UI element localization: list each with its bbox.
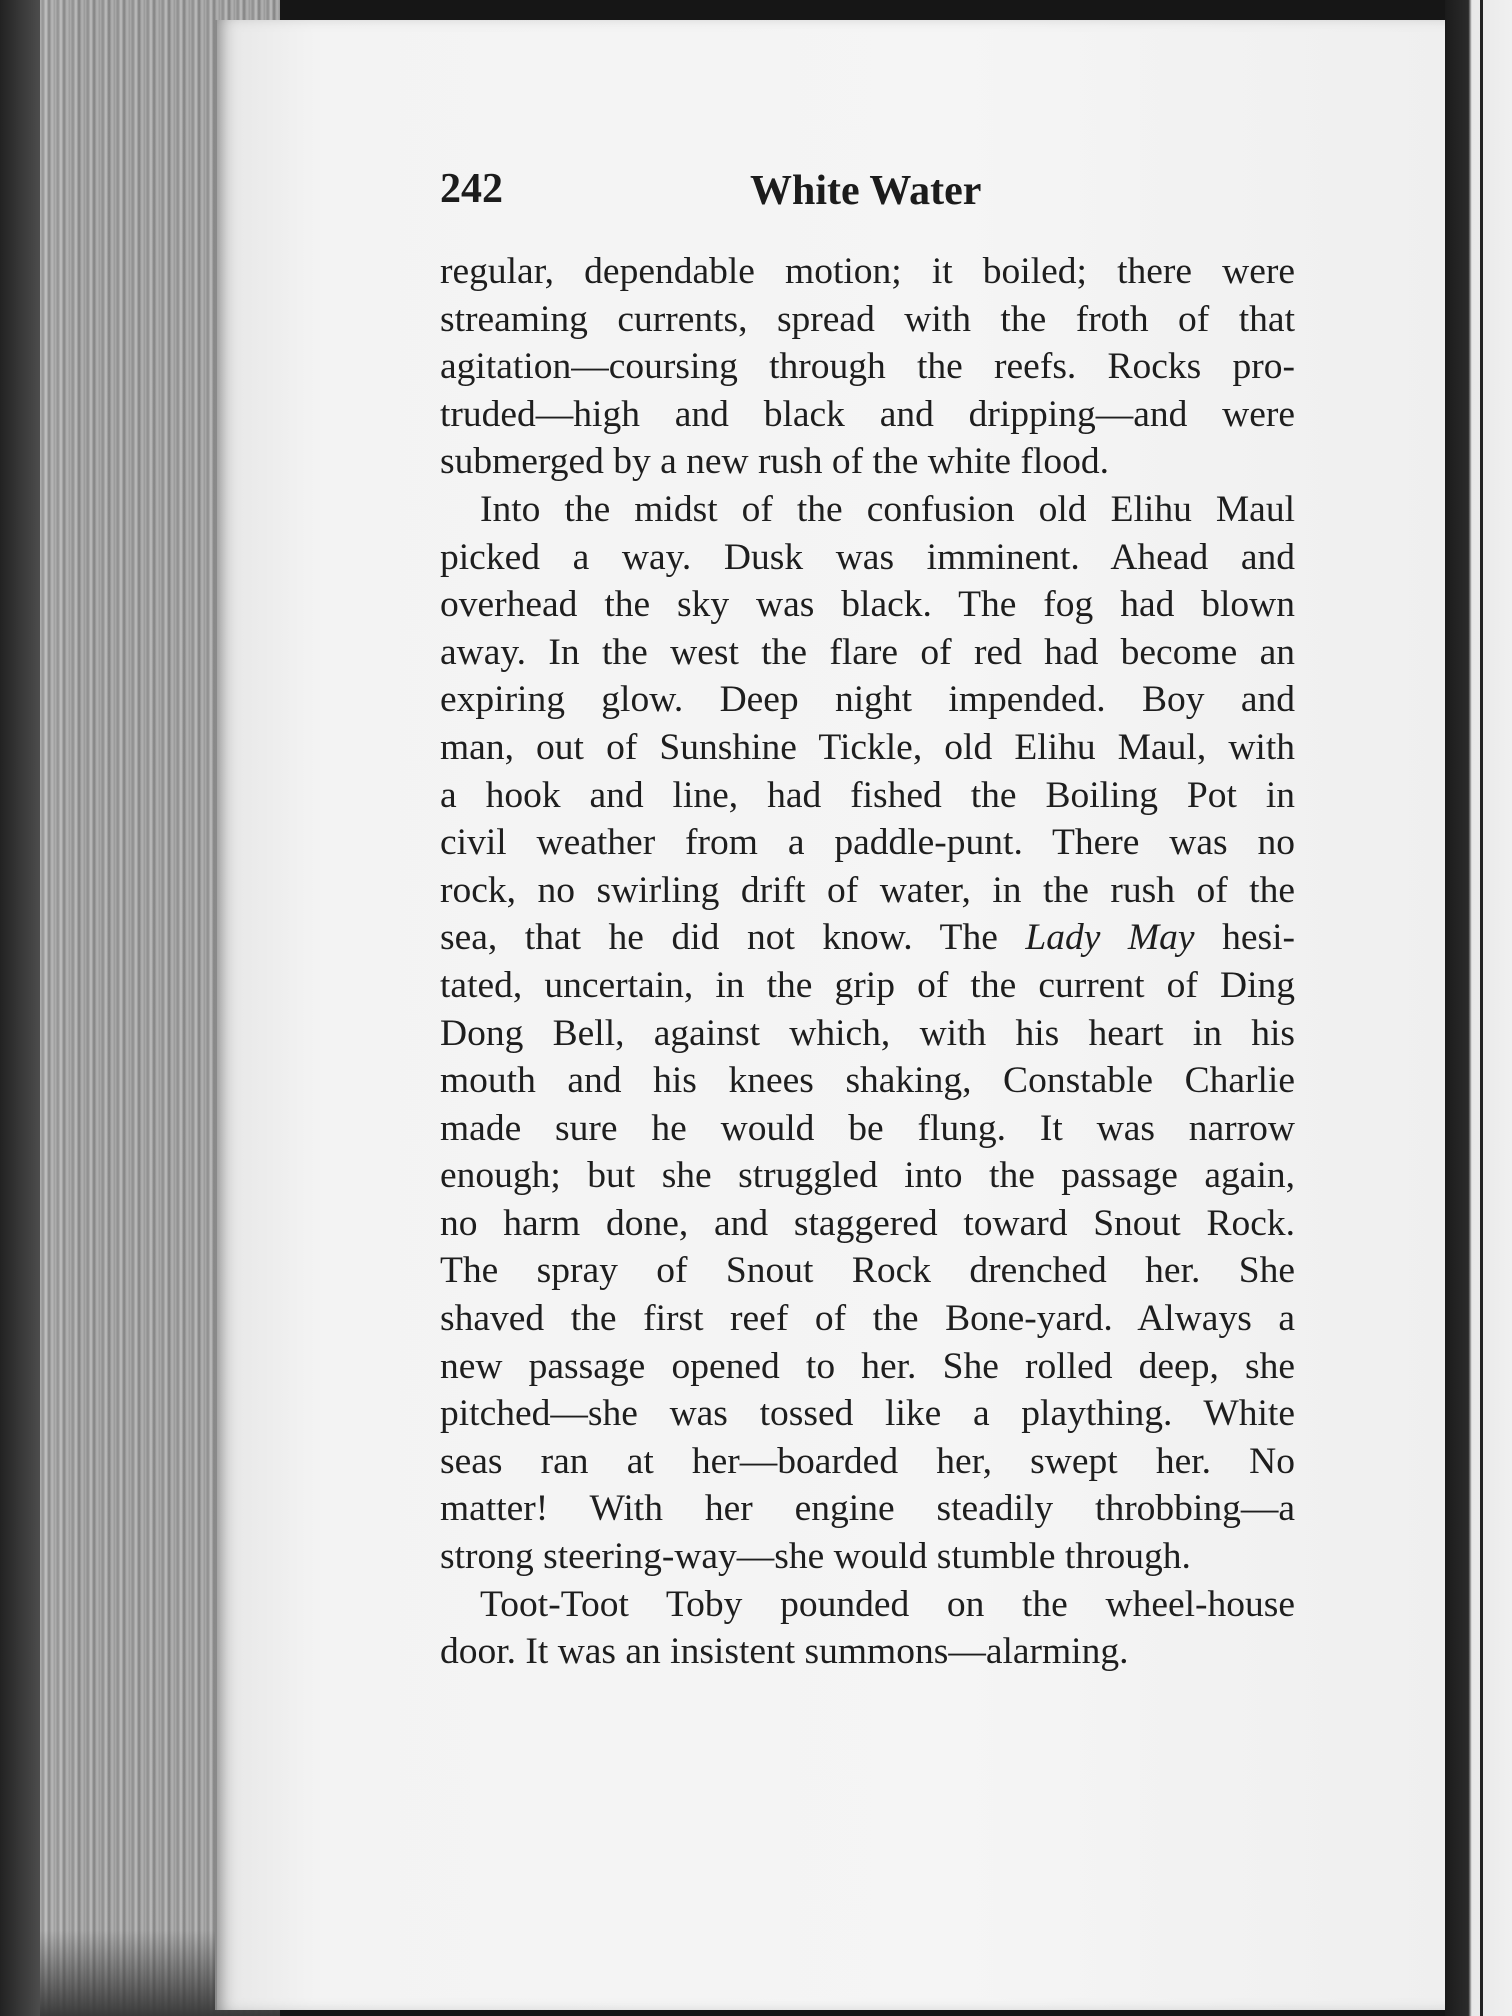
text-line: enough; but she struggled into the passage again, <box>440 1155 1295 1197</box>
text-line: strong steering-way—she would stumble through. <box>440 1536 1191 1578</box>
text-line: made sure he would be flung. It was narrow <box>440 1107 1295 1149</box>
text-line: tated, uncertain, in the grip of the current of Ding <box>440 964 1295 1006</box>
text-line: man, out of Sunshine Tickle, old Elihu Maul, with <box>440 726 1295 768</box>
text-line: matter! With her engine steadily throbbing—a <box>440 1488 1295 1530</box>
text-segment: hesi- <box>1222 917 1296 959</box>
text-line: seas ran at her—boarded her, swept her. No <box>440 1440 1295 1482</box>
text-line: away. In the west the flare of red had become an <box>440 631 1295 673</box>
text-line: rock, no swirling drift of water, in the rush of the <box>440 869 1295 911</box>
text-line: a hook and line, had fished the Boiling Pot in <box>440 774 1295 816</box>
text-line: Toot-Toot Toby pounded on the wheel-house <box>480 1583 1295 1625</box>
facing-page-edge <box>1445 0 1512 2016</box>
text-line: expiring glow. Deep night impended. Boy and <box>440 679 1295 721</box>
running-head <box>440 165 1300 215</box>
text-line: overhead the sky was black. The fog had blown <box>440 584 1295 626</box>
running-title: White Water <box>750 168 982 214</box>
text-line: picked a way. Dusk was imminent. Ahead and <box>440 536 1295 578</box>
text-line: Dong Bell, against which, with his heart in his <box>440 1012 1295 1054</box>
facing-page-gutter-line <box>1480 0 1483 2016</box>
text-segment: sea, that he did not know. The <box>440 917 998 959</box>
text-line: The spray of Snout Rock drenched her. She <box>440 1250 1295 1292</box>
text-line: civil weather from a paddle-punt. There was no <box>440 822 1295 864</box>
text-line: no harm done, and staggered toward Snout Rock. <box>440 1202 1295 1244</box>
text-line: truded—high and black and dripping—and were <box>440 393 1295 435</box>
text-line <box>440 914 1295 962</box>
text-line: pitched—she was tossed like a plaything. White <box>440 1393 1295 1435</box>
text-line: mouth and his knees shaking, Constable Charlie <box>440 1060 1295 1102</box>
page-number: 242 <box>440 166 503 212</box>
body-text <box>440 248 1295 1676</box>
text-line: regular, dependable motion; it boiled; there were <box>440 251 1295 292</box>
text-line: new passage opened to her. She rolled deep, she <box>440 1345 1295 1387</box>
text-line: shaved the first reef of the Bone-yard. Always a <box>440 1298 1295 1340</box>
ship-name: Lady May <box>1025 917 1195 959</box>
text-line: streaming currents, spread with the froth of that <box>440 298 1295 340</box>
text-line: Into the midst of the confusion old Elihu Maul <box>480 488 1295 530</box>
text-line: door. It was an insistent summons—alarming. <box>440 1631 1129 1673</box>
text-line: agitation—coursing through the reefs. Rocks pro- <box>440 346 1295 388</box>
text-line: submerged by a new rush of the white flood. <box>440 441 1109 483</box>
